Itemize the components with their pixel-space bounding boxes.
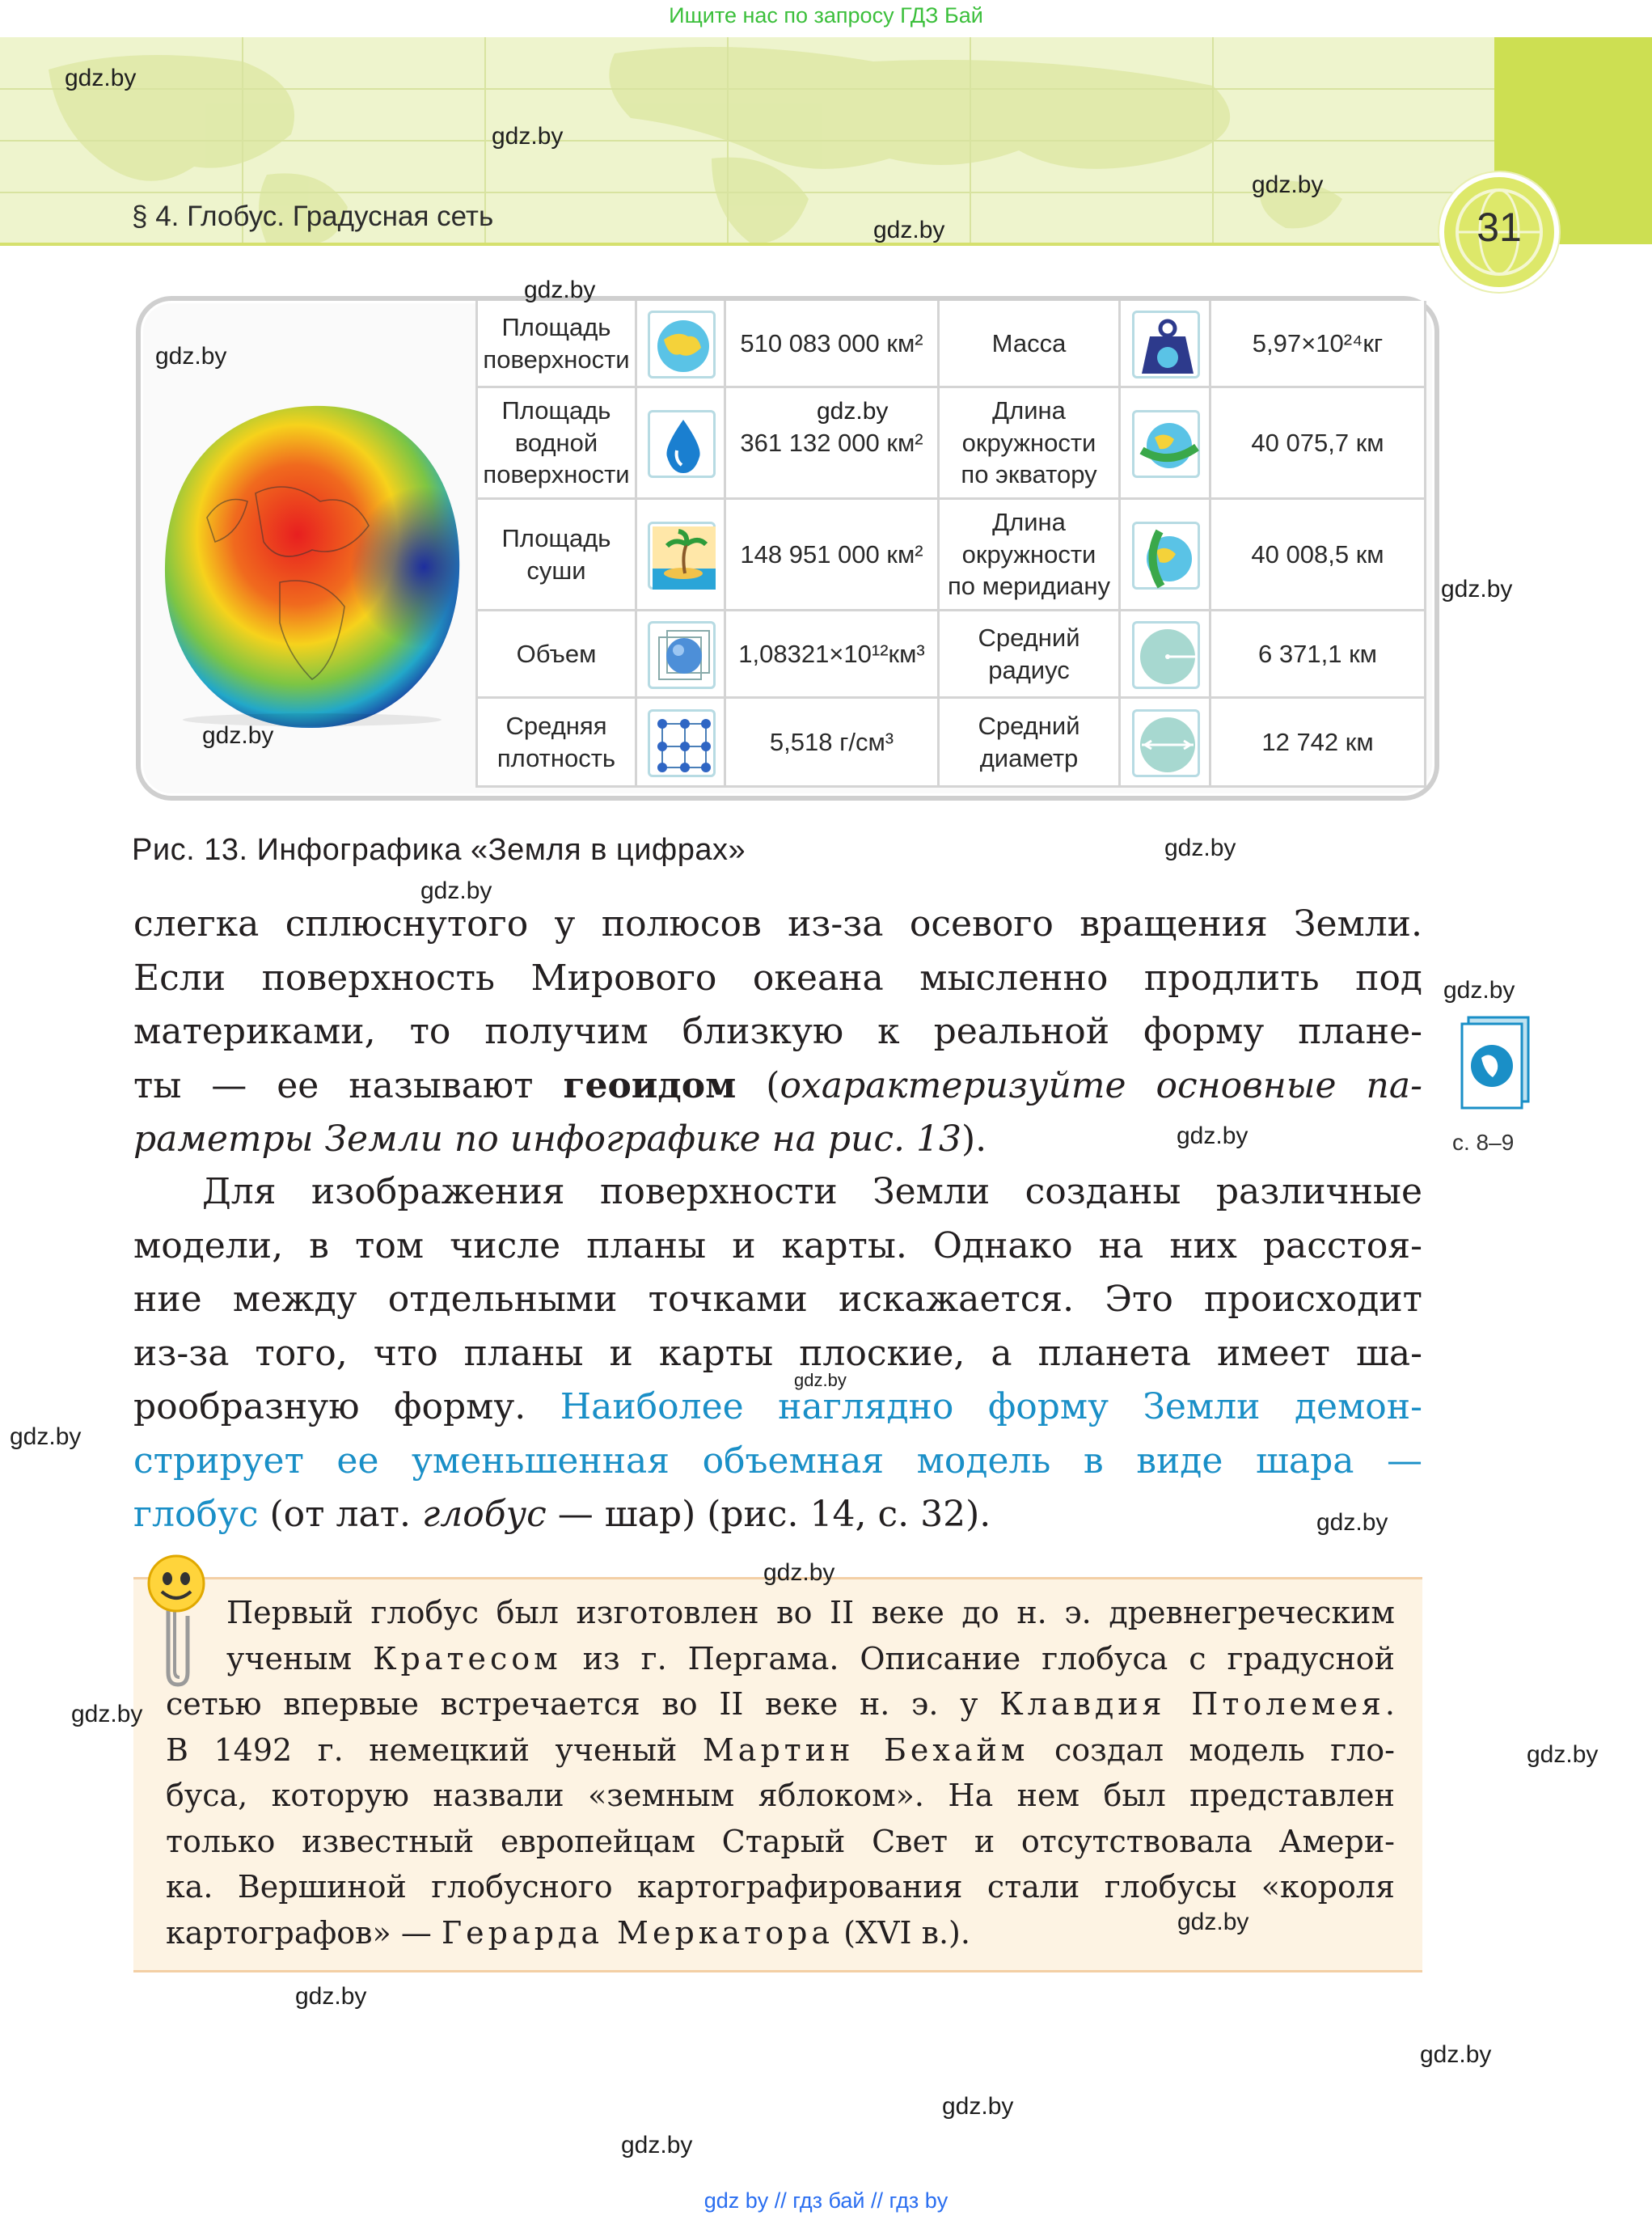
infographic-label xyxy=(940,500,1121,611)
person-name: Клавдия Птолемея xyxy=(999,1686,1385,1722)
watermark: gdz.by xyxy=(763,1559,835,1586)
parameter-value: 510 083 000 км² xyxy=(740,328,923,357)
text-line: Для изображения поверхности Земли созданы различные xyxy=(202,1171,1422,1212)
infographic-icon-cell xyxy=(637,500,726,611)
fact-text xyxy=(166,1590,1395,1956)
tape-meridian-globe-icon xyxy=(1132,522,1200,590)
watermark: gdz.by xyxy=(492,123,564,150)
infographic-icon-cell xyxy=(1121,500,1211,611)
geoid-earth-image xyxy=(158,396,466,736)
highlight-text: Наиболее наглядно форму Земли демон- xyxy=(560,1386,1422,1427)
infographic-value xyxy=(1211,500,1426,611)
person-name: Мартин Бехайм xyxy=(702,1731,1029,1768)
fact-line: буса, которую назвали «земным яблоком». На нем был представлен xyxy=(166,1778,1395,1813)
infographic-label xyxy=(475,388,637,500)
watermark: gdz.by xyxy=(1420,2041,1492,2068)
parameter-value: 5,518 г/см³ xyxy=(769,727,894,756)
watermark: gdz.by xyxy=(942,2093,1014,2120)
watermark: gdz.by xyxy=(621,2132,693,2158)
parameter-name: Средняя плотность xyxy=(496,711,616,772)
infographic-icon-cell xyxy=(1121,611,1211,699)
header-rule xyxy=(0,243,1494,246)
parameter-name: Объем xyxy=(516,639,597,668)
term-geoid: геоидом xyxy=(563,1064,737,1106)
watermark: gdz.by xyxy=(71,1701,143,1727)
parameter-name: Длина окружности по меридиану xyxy=(947,507,1110,601)
watermark: gdz.by xyxy=(1177,1123,1249,1149)
top-note: Ищите нас по запросу ГДЗ Бай xyxy=(669,3,983,27)
watermark: gdz.by xyxy=(1527,1741,1599,1768)
watermark: gdz.by xyxy=(1164,835,1236,861)
parameter-name: Длина окружности по экватору xyxy=(961,395,1097,489)
text-line: раметры Земли по инфографике на рис. 13). xyxy=(133,1118,987,1160)
infographic-icon-cell xyxy=(1121,301,1211,388)
fact-line: Первый глобус был изготовлен во II веке до н. э. древнегреческим xyxy=(226,1595,1395,1630)
infographic-value xyxy=(726,699,940,788)
molecule-grid-icon xyxy=(648,709,716,777)
watermark: gdz.by xyxy=(420,877,492,904)
section-title: § 4. Глобус. Градусная сеть xyxy=(132,201,494,232)
fact-line: сетью впервые встречается во II веке н. э. у Клавдия Птолемея. xyxy=(166,1686,1396,1722)
watermark: gdz.by xyxy=(155,343,227,370)
radius-circle-icon xyxy=(1132,621,1200,689)
watermark: gdz.by xyxy=(1316,1509,1388,1536)
infographic-icon-cell xyxy=(1121,388,1211,500)
water-drop-icon xyxy=(648,410,716,478)
watermark: gdz.by xyxy=(1443,977,1515,1004)
text-line: из-за того, что планы и карты плоские, а планета имеет ша- xyxy=(133,1332,1422,1374)
text-line: ты — ее называют геоидом (охарактеризуйте основные па- xyxy=(133,1064,1422,1106)
infographic-value xyxy=(1211,699,1426,788)
fact-line: В 1492 г. немецкий ученый Мартин Бехайм создал модель гло- xyxy=(166,1731,1396,1768)
parameter-name: Масса xyxy=(991,328,1067,357)
infographic-label xyxy=(475,611,637,699)
infographic-label xyxy=(475,500,637,611)
infographic-icon-cell xyxy=(637,301,726,388)
tape-measure-globe-icon xyxy=(1132,410,1200,478)
text-line: материками, то получим близкую к реальной форму плане- xyxy=(133,1011,1422,1052)
parameter-value: 1,08321×10¹²км³ xyxy=(738,639,925,668)
watermark: gdz.by xyxy=(1177,1909,1249,1935)
parameter-value: 361 132 000 км² xyxy=(740,428,923,457)
fact-line: картографов» — Герарда Меркатора (XVI в.). xyxy=(166,1914,970,1951)
fact-line: ученым Кратесом из г. Пергама. Описание глобуса с градусной xyxy=(226,1640,1395,1676)
infographic-value xyxy=(1211,388,1426,500)
watermark: gdz.by xyxy=(524,277,596,303)
palm-island-icon xyxy=(648,522,716,590)
fact-line: ка. Вершиной глобусного картографирования стали глобусы «короля xyxy=(166,1869,1395,1905)
watermark: gdz.by xyxy=(10,1423,82,1450)
infographic-label xyxy=(475,699,637,788)
infographic-icon-cell xyxy=(637,699,726,788)
person-name: Герарда Меркатора xyxy=(441,1914,834,1951)
diameter-circle-icon xyxy=(1132,709,1200,777)
infographic-value xyxy=(726,500,940,611)
parameter-value: 5,97×10²⁴кг xyxy=(1252,328,1384,357)
infographic-label xyxy=(475,301,637,388)
text-line: модели, в том числе планы и карты. Однако на них расстоя- xyxy=(133,1224,1422,1266)
infographic-label xyxy=(940,611,1121,699)
watermark: gdz.by xyxy=(202,722,274,749)
infographic-icon-cell xyxy=(1121,699,1211,788)
parameter-value: 40 008,5 км xyxy=(1251,539,1384,569)
globe-map-icon xyxy=(648,311,716,378)
weight-icon xyxy=(1132,311,1200,378)
infographic-value xyxy=(726,301,940,388)
text-line: глобус (от лат. глобус — шар) (рис. 14, с. 32). xyxy=(133,1494,991,1535)
infographic-label xyxy=(940,699,1121,788)
parameter-value: 6 371,1 км xyxy=(1258,639,1377,668)
parameter-value: 40 075,7 км xyxy=(1251,428,1384,457)
parameter-name: Средний диаметр xyxy=(978,711,1080,772)
parameter-value: 148 951 000 км² xyxy=(740,539,923,569)
page-number: 31 xyxy=(1477,205,1522,250)
infographic-icon-cell xyxy=(637,388,726,500)
reference-pages: с. 8–9 xyxy=(1452,1130,1515,1155)
sphere-in-cube-icon xyxy=(648,621,716,689)
infographic-value xyxy=(726,611,940,699)
infographic-icon-cell xyxy=(637,611,726,699)
parameter-name: Площадь поверхности xyxy=(483,312,630,374)
fact-line: только известный европейцам Старый Свет и отсутствовала Амери- xyxy=(166,1823,1395,1859)
reference-book-icon[interactable] xyxy=(1460,1013,1532,1110)
parameter-name: Площадь водной поверхности xyxy=(483,395,630,489)
parameter-name: Средний радиус xyxy=(978,623,1080,684)
text-line: Если поверхность Мирового океана мысленно продлить под xyxy=(133,957,1422,999)
paragraph-globe xyxy=(133,1165,1422,1542)
infographic-value xyxy=(1211,301,1426,388)
infographic-label xyxy=(940,301,1121,388)
person-name: Кратесом xyxy=(373,1640,562,1676)
parameter-value: 12 742 км xyxy=(1261,727,1374,756)
watermark: gdz.by xyxy=(873,217,945,243)
text-line: слегка сплюснутого у полюсов из-за осевого вращения Земли. xyxy=(133,903,1422,945)
watermark: gdz.by xyxy=(1441,576,1513,603)
term-globe: глобус xyxy=(133,1494,259,1535)
watermark: gdz.by xyxy=(817,398,889,425)
infographic-label xyxy=(940,388,1121,500)
highlight-text: стрирует ее уменьшенная объемная модель в виде шара — xyxy=(133,1440,1422,1482)
figure-caption: Рис. 13. Инфографика «Земля в цифрах» xyxy=(132,833,746,867)
parameter-name: Площадь суши xyxy=(501,523,611,585)
text-line: рообразную форму. Наиболее наглядно форму Земли демон- xyxy=(133,1386,1422,1427)
watermark: gdz.by xyxy=(794,1370,847,1390)
watermark: gdz.by xyxy=(295,1983,367,2010)
text-line: ние между отдельными точками искажается. Это происходит xyxy=(133,1279,1422,1320)
infographic-value xyxy=(1211,611,1426,699)
watermark: gdz.by xyxy=(65,65,137,91)
watermark: gdz.by xyxy=(1252,171,1324,198)
bottom-links[interactable]: gdz by // гдз бай // гдз by xyxy=(703,2188,949,2213)
